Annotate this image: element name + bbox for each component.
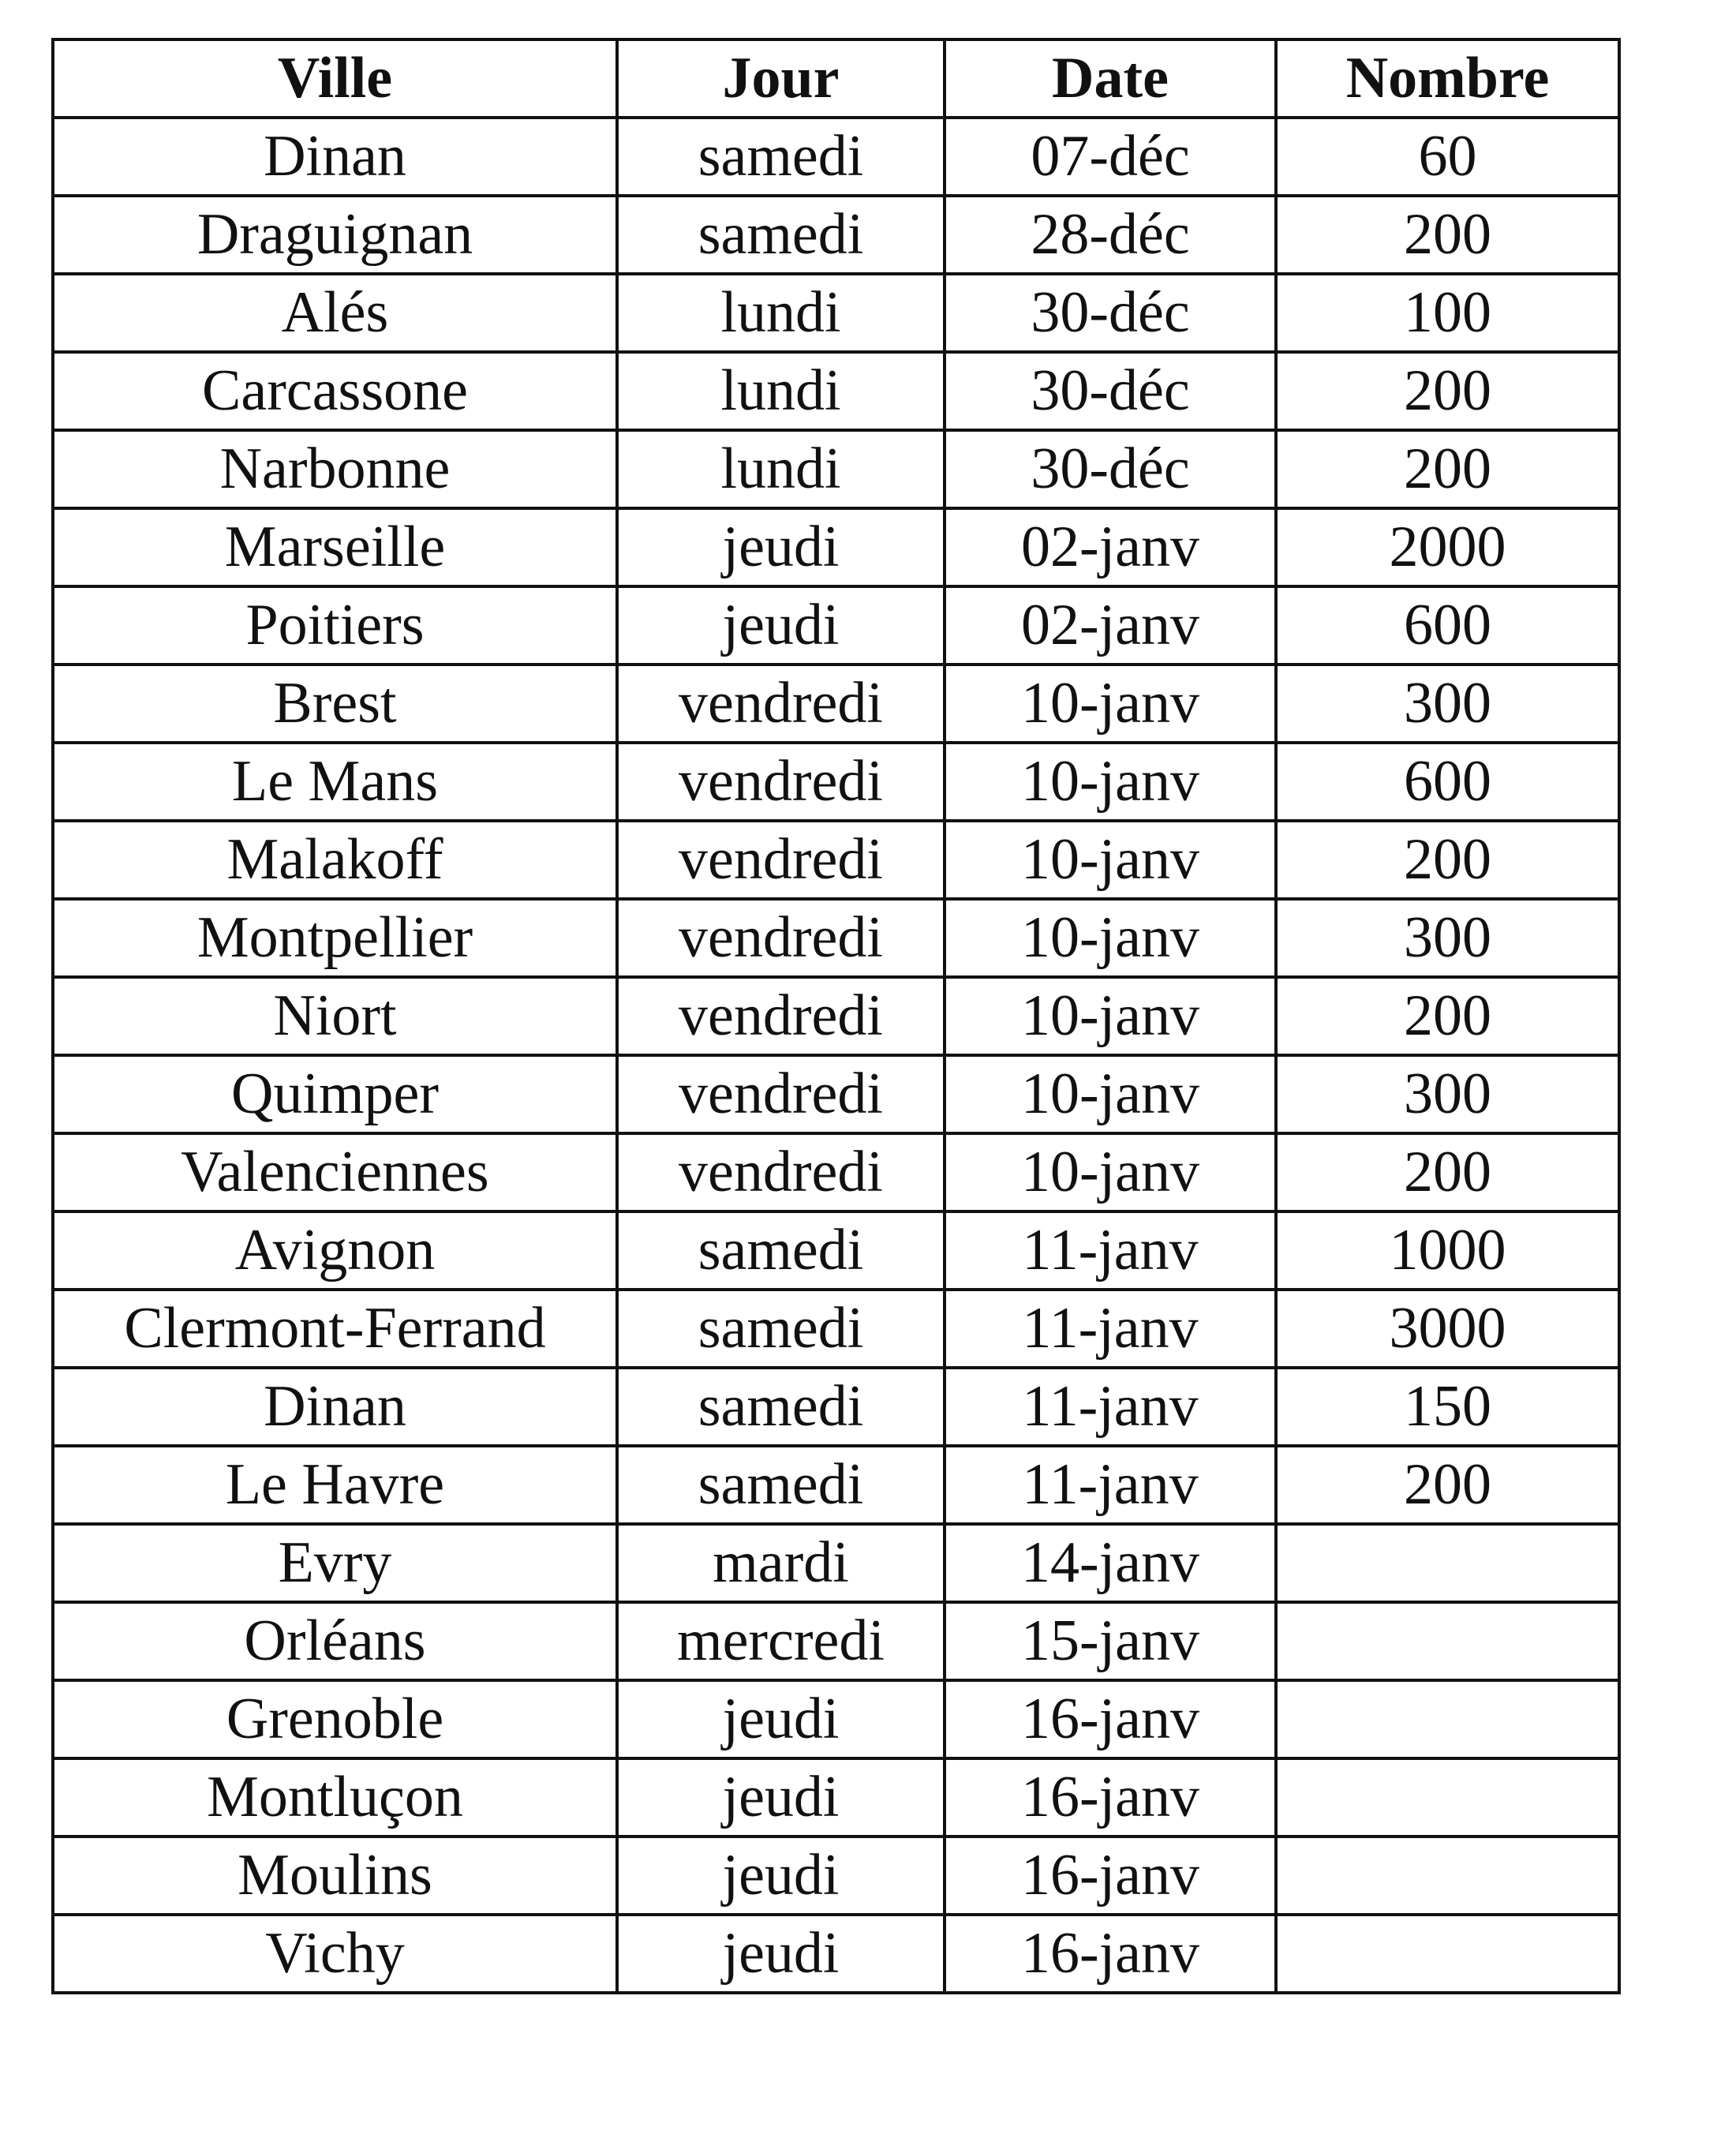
cell-jour: samedi [617,1368,945,1446]
cell-jour: lundi [617,352,945,430]
cell-jour: jeudi [617,1915,945,1993]
table-row [53,899,1619,977]
cell-jour: samedi [617,118,945,196]
table-row [53,1524,1619,1602]
cell-date: 02-janv [945,508,1276,586]
cell-nombre: 100 [1276,274,1619,352]
cell-date: 14-janv [945,1524,1276,1602]
cell-nombre: 300 [1276,899,1619,977]
table-row [53,1368,1619,1446]
cell-ville: Poitiers [53,586,617,665]
cell-ville: Alés [53,274,617,352]
events-table-container [51,38,1618,1994]
cell-nombre: 150 [1276,1368,1619,1446]
cell-jour: lundi [617,430,945,508]
cell-jour: jeudi [617,1758,945,1837]
table-row [53,1446,1619,1524]
table-row [53,1915,1619,1993]
table-row [53,1837,1619,1915]
cell-ville: Le Mans [53,743,617,821]
cell-nombre: 2000 [1276,508,1619,586]
cell-jour: vendredi [617,821,945,899]
table-row [53,196,1619,274]
cell-ville: Dinan [53,118,617,196]
cell-nombre: 200 [1276,352,1619,430]
cell-date: 07-déc [945,118,1276,196]
cell-jour: vendredi [617,1055,945,1133]
cell-jour: samedi [617,1211,945,1290]
cell-ville: Narbonne [53,430,617,508]
cell-nombre: 200 [1276,196,1619,274]
cell-ville: Vichy [53,1915,617,1993]
cell-date: 30-déc [945,274,1276,352]
cell-ville: Quimper [53,1055,617,1133]
cell-date: 10-janv [945,899,1276,977]
table-row [53,1602,1619,1680]
cell-jour: jeudi [617,508,945,586]
cell-date: 16-janv [945,1837,1276,1915]
table-row [53,1133,1619,1211]
cell-jour: samedi [617,196,945,274]
cell-ville: Niort [53,977,617,1055]
table-row [53,743,1619,821]
cell-jour: mercredi [617,1602,945,1680]
cell-nombre [1276,1837,1619,1915]
cell-jour: jeudi [617,1680,945,1758]
cell-jour: jeudi [617,1837,945,1915]
cell-jour: vendredi [617,743,945,821]
cell-date: 15-janv [945,1602,1276,1680]
cell-nombre: 600 [1276,743,1619,821]
cell-nombre: 200 [1276,430,1619,508]
cell-date: 16-janv [945,1915,1276,1993]
cell-ville: Le Havre [53,1446,617,1524]
table-row [53,1290,1619,1368]
cell-date: 30-déc [945,430,1276,508]
cell-date: 10-janv [945,665,1276,743]
table-row [53,508,1619,586]
table-row [53,586,1619,665]
cell-date: 11-janv [945,1446,1276,1524]
header-jour: Jour [617,39,945,118]
header-ville: Ville [53,39,617,118]
cell-date: 28-déc [945,196,1276,274]
cell-ville: Grenoble [53,1680,617,1758]
cell-nombre: 200 [1276,977,1619,1055]
cell-nombre: 1000 [1276,1211,1619,1290]
table-row [53,118,1619,196]
cell-date: 16-janv [945,1758,1276,1837]
table-row [53,1055,1619,1133]
cell-nombre [1276,1524,1619,1602]
table-row [53,274,1619,352]
cell-nombre: 3000 [1276,1290,1619,1368]
cell-nombre [1276,1915,1619,1993]
cell-nombre: 300 [1276,665,1619,743]
cell-date: 10-janv [945,1133,1276,1211]
table-row [53,430,1619,508]
cell-date: 10-janv [945,743,1276,821]
cell-ville: Malakoff [53,821,617,899]
cell-nombre [1276,1680,1619,1758]
cell-nombre: 200 [1276,1133,1619,1211]
cell-ville: Montluçon [53,1758,617,1837]
cell-date: 30-déc [945,352,1276,430]
cell-ville: Marseille [53,508,617,586]
cell-nombre [1276,1758,1619,1837]
cell-ville: Brest [53,665,617,743]
cell-date: 10-janv [945,821,1276,899]
cell-ville: Avignon [53,1211,617,1290]
cell-jour: samedi [617,1446,945,1524]
table-body [53,118,1619,1993]
cell-ville: Valenciennes [53,1133,617,1211]
cell-nombre: 600 [1276,586,1619,665]
cell-date: 10-janv [945,1055,1276,1133]
cell-nombre [1276,1602,1619,1680]
header-row [53,39,1619,118]
cell-date: 10-janv [945,977,1276,1055]
cell-ville: Dinan [53,1368,617,1446]
cell-date: 16-janv [945,1680,1276,1758]
table-row [53,352,1619,430]
table-row [53,1680,1619,1758]
cell-ville: Evry [53,1524,617,1602]
cell-nombre: 300 [1276,1055,1619,1133]
cell-nombre: 60 [1276,118,1619,196]
cell-jour: samedi [617,1290,945,1368]
cell-nombre: 200 [1276,821,1619,899]
cell-jour: vendredi [617,665,945,743]
table-row [53,821,1619,899]
table-row [53,1211,1619,1290]
cell-jour: jeudi [617,586,945,665]
cell-date: 02-janv [945,586,1276,665]
events-table [51,38,1621,1994]
cell-jour: mardi [617,1524,945,1602]
cell-date: 11-janv [945,1290,1276,1368]
cell-ville: Draguignan [53,196,617,274]
cell-jour: vendredi [617,1133,945,1211]
table-row [53,1758,1619,1837]
cell-jour: vendredi [617,977,945,1055]
cell-ville: Orléans [53,1602,617,1680]
table-row [53,977,1619,1055]
cell-date: 11-janv [945,1368,1276,1446]
cell-ville: Moulins [53,1837,617,1915]
cell-ville: Montpellier [53,899,617,977]
cell-jour: vendredi [617,899,945,977]
cell-date: 11-janv [945,1211,1276,1290]
header-nombre: Nombre [1276,39,1619,118]
cell-nombre: 200 [1276,1446,1619,1524]
cell-jour: lundi [617,274,945,352]
table-row [53,665,1619,743]
cell-ville: Carcassone [53,352,617,430]
cell-ville: Clermont-Ferrand [53,1290,617,1368]
header-date: Date [945,39,1276,118]
